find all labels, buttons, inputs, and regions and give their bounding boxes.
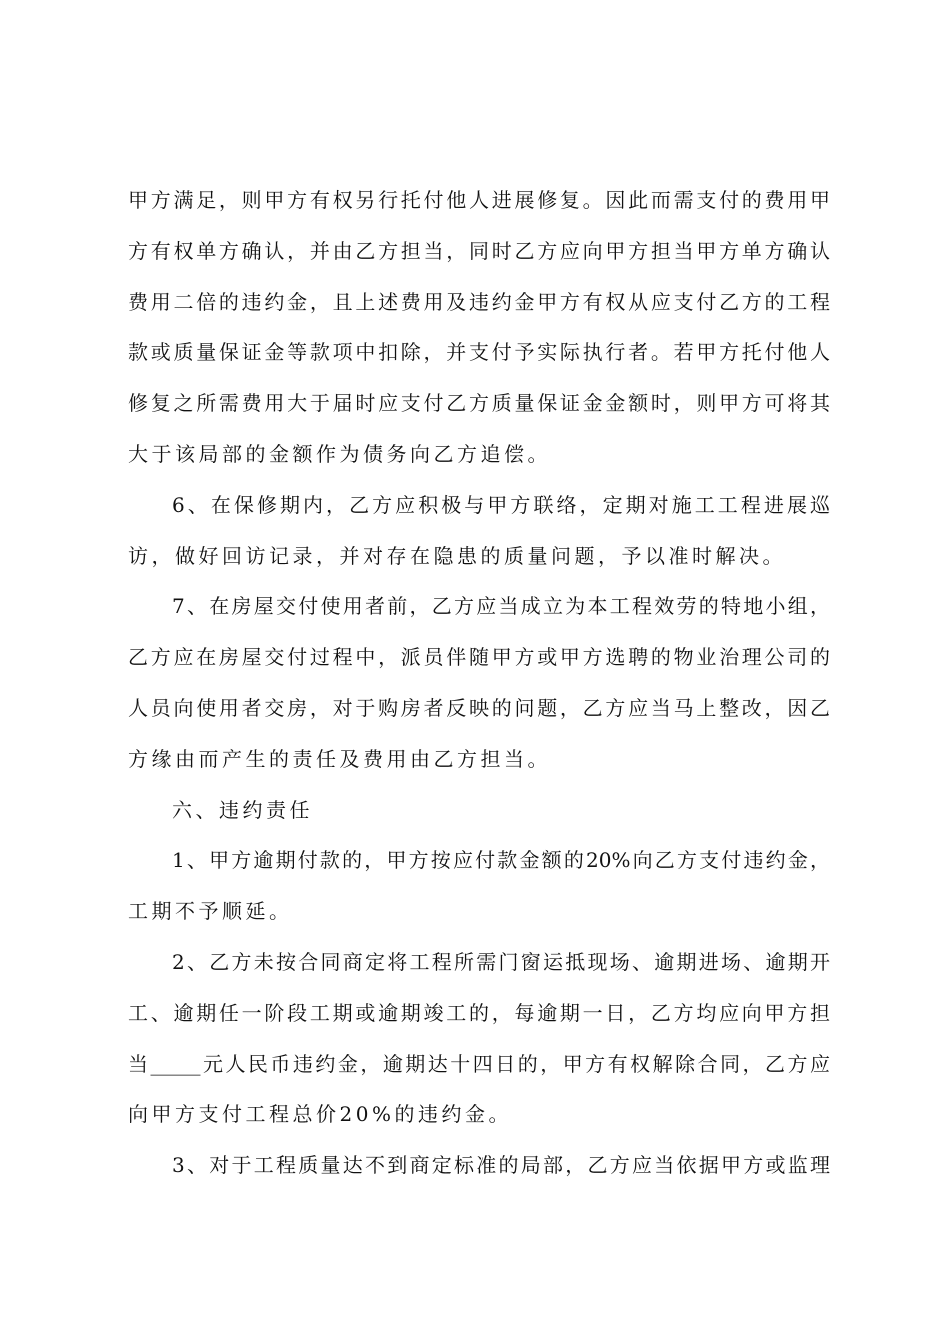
paragraph-line: 工、逾期任一阶段工期或逾期竣工的，每逾期一日，乙方均应向甲方担	[128, 1000, 830, 1025]
paragraph-line: 2、乙方未按合同商定将工程所需门窗运抵现场、逾期进场、逾期开	[172, 949, 830, 974]
paragraph-line: 乙方应在房屋交付过程中，派员伴随甲方或甲方选聘的物业治理公司的	[128, 645, 830, 670]
paragraph-line: 方有权单方确认，并由乙方担当，同时乙方应向甲方担当甲方单方确认	[128, 238, 830, 263]
paragraph-line: 工期不予顺延。	[128, 899, 293, 924]
paragraph-line: 3、对于工程质量达不到商定标准的局部，乙方应当依据甲方或监理	[172, 1153, 830, 1178]
paragraph-line: 人员向使用者交房，对于购房者反映的问题，乙方应当马上整改，因乙	[128, 695, 830, 720]
paragraph-line: 修复之所需费用大于届时应支付乙方质量保证金金额时，则甲方可将其	[128, 391, 830, 416]
paragraph-line: 1、甲方逾期付款的，甲方按应付款金额的20%向乙方支付违约金，	[172, 848, 830, 873]
paragraph-line: 向甲方支付工程总价20%的违约金。	[128, 1102, 512, 1127]
paragraph-line: 当_____元人民币违约金，逾期达十四日的，甲方有权解除合同，乙方应	[128, 1051, 830, 1076]
paragraph-line: 甲方满足，则甲方有权另行托付他人进展修复。因此而需支付的费用甲	[128, 188, 830, 212]
paragraph-line: 费用二倍的违约金，且上述费用及违约金甲方有权从应支付乙方的工程	[128, 289, 830, 314]
paragraph-line: 6、在保修期内，乙方应积极与甲方联络，定期对施工工程进展巡	[172, 492, 830, 517]
paragraph-line: 访，做好回访记录，并对存在隐患的质量问题，予以准时解决。	[128, 543, 786, 568]
paragraph-line: 7、在房屋交付使用者前，乙方应当成立为本工程效劳的特地小组，	[172, 594, 830, 619]
section-heading: 六、违约责任	[172, 797, 313, 822]
paragraph-line: 款或质量保证金等款项中扣除，并支付予实际执行者。若甲方托付他人	[128, 340, 830, 365]
paragraph-line: 大于该局部的金额作为债务向乙方追偿。	[128, 441, 551, 466]
document-body	[128, 180, 830, 1196]
paragraph-line: 方缘由而产生的责任及费用由乙方担当。	[128, 746, 551, 771]
